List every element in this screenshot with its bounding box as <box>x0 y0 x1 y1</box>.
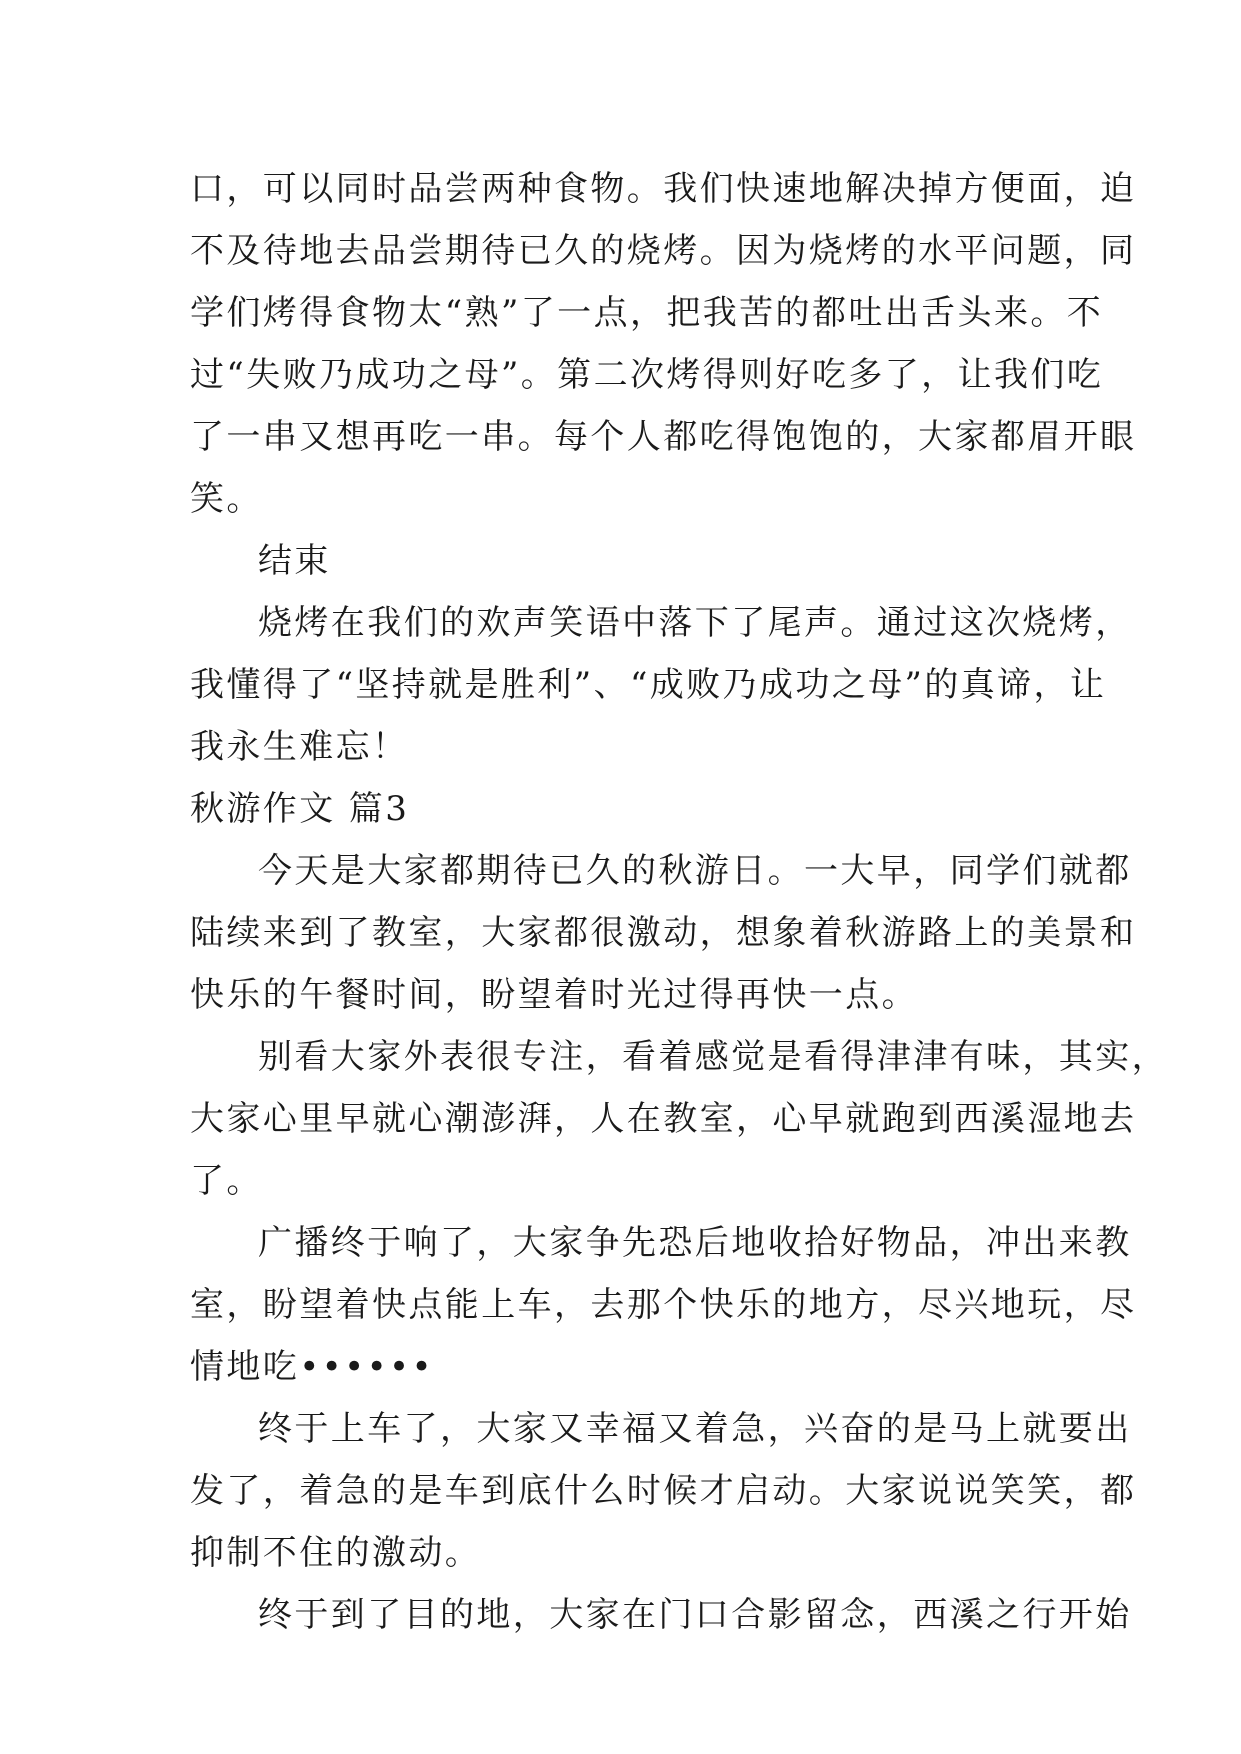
text-line: 情地吃•••••• <box>190 1347 434 1387</box>
text-line: 室，盼望着快点能上车，去那个快乐的地方，尽兴地玩，尽 <box>190 1285 1137 1325</box>
text-line: 快乐的午餐时间，盼望着时光过得再快一点。 <box>190 975 918 1015</box>
document-page <box>190 158 1168 1646</box>
text-line: 烧烤在我们的欢声笑语中落下了尾声。通过这次烧烤， <box>258 603 1132 643</box>
text-line: 笑。 <box>190 479 263 519</box>
text-line: 广播终于响了，大家争先恐后地收拾好物品，冲出来教 <box>258 1223 1132 1263</box>
text-line: 了。 <box>190 1161 263 1201</box>
text-line: 发了，着急的是车到底什么时候才启动。大家说说笑笑，都 <box>190 1471 1137 1511</box>
text-line: 过“失败乃成功之母”。第二次烤得则好吃多了，让我们吃 <box>190 355 1104 395</box>
article-title: 秋游作文 篇3 <box>190 789 410 829</box>
text-line: 大家心里早就心潮澎湃，人在教室，心早就跑到西溪湿地去 <box>190 1099 1137 1139</box>
section-heading: 结束 <box>258 541 331 581</box>
text-line: 别看大家外表很专注，看着感觉是看得津津有味，其实， <box>258 1037 1168 1077</box>
text-line: 今天是大家都期待已久的秋游日。一大早，同学们就都 <box>258 851 1132 891</box>
text-line: 终于上车了，大家又幸福又着急，兴奋的是马上就要出 <box>258 1409 1132 1449</box>
text-line: 了一串又想再吃一串。每个人都吃得饱饱的，大家都眉开眼 <box>190 417 1137 457</box>
text-line: 抑制不住的激动。 <box>190 1533 482 1573</box>
text-line: 终于到了目的地，大家在门口合影留念，西溪之行开始 <box>258 1595 1132 1635</box>
text-line: 不及待地去品尝期待已久的烧烤。因为烧烤的水平问题，同 <box>190 231 1137 271</box>
text-line: 学们烤得食物太“熟”了一点，把我苦的都吐出舌头来。不 <box>190 293 1104 333</box>
text-line: 陆续来到了教室，大家都很激动，想象着秋游路上的美景和 <box>190 913 1137 953</box>
text-line: 口，可以同时品尝两种食物。我们快速地解决掉方便面，迫 <box>190 169 1137 209</box>
text-line: 我永生难忘！ <box>190 727 409 767</box>
text-line: 我懂得了“坚持就是胜利”、“成败乃成功之母”的真谛，让 <box>190 665 1107 705</box>
